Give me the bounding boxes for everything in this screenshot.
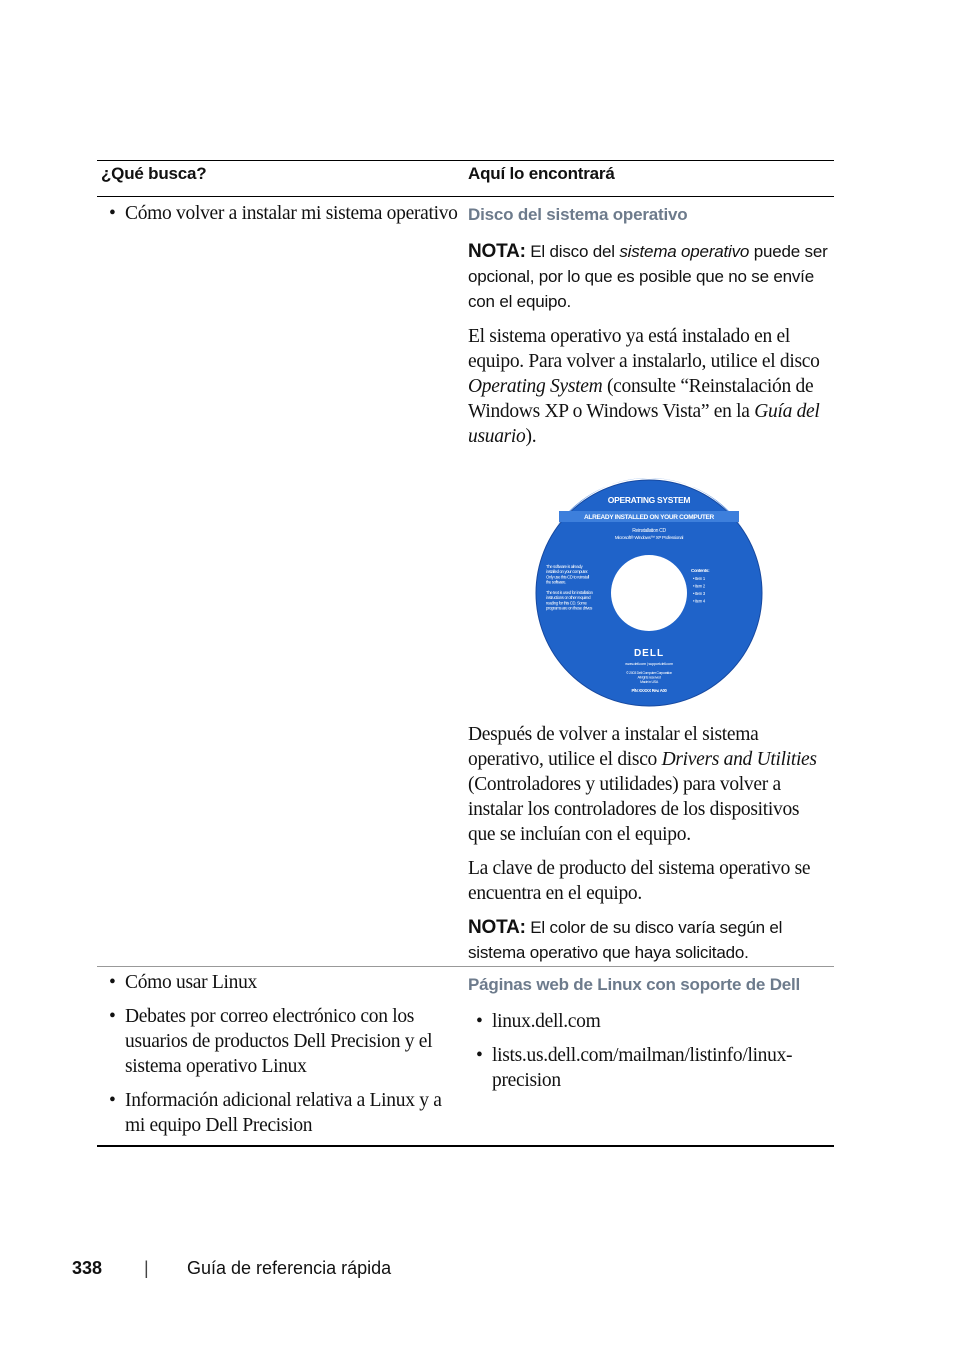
cd-subtitle: ALREADY INSTALLED ON YOUR COMPUTER <box>584 514 714 521</box>
cd-fine-print-line-2: Made in USA <box>640 680 658 684</box>
cd-left-text-line-1: installed on your computer. <box>546 569 588 575</box>
row1-right-cell <box>468 202 830 975</box>
cd-contents-title: Contents: <box>691 568 710 573</box>
cd-left-text-line-5: The text is used for installation <box>546 590 593 595</box>
row1-left-cell <box>101 201 461 235</box>
cd-left-text-line-2: Only use this CD to reinstall <box>546 574 589 580</box>
cd-fine-print-line-1: All rights reserved <box>637 675 661 680</box>
cd-fine-print-line-0: © 2003 Dell Computer Corporation <box>626 671 672 675</box>
cd-left-text-line-8: programs are on these drives <box>546 605 593 611</box>
row-separator-rule <box>97 966 834 967</box>
para-reinstall-drivers: Después de volver a instalar el sistema operativo, utilice el disco Drivers and Utilities (Controladores y utilidades) para volver a instalar los controladores de los dispositivos que se incluían con el equipo. <box>468 724 817 845</box>
cd-title: OPERATING SYSTEM <box>607 495 691 505</box>
table-top-rule <box>97 160 834 161</box>
list-item: • Debates por correo electrónico con los usuarios de productos Dell Precision y el sistema operativo Linux <box>109 1006 433 1077</box>
cd-contents-item-line-0: • Item 1 <box>693 576 705 581</box>
para-os-installed: El sistema operativo ya está instalado en el equipo. Para volver a instalarlo, utilice el disco Operating System (consulte “Reinstalación de Windows XP o Windows Vista” en la Guía del usuario). <box>468 326 820 447</box>
table-bottom-rule <box>97 1145 834 1147</box>
footer-title: Guía de referencia rápida <box>187 1258 392 1278</box>
note-disc-color: NOTA: El color de su disco varía según el sistema operativo que haya solicitado. <box>468 917 783 962</box>
note-os-disc-optional: NOTA: El disco del sistema operativo puede ser opcional, por lo que es posible que no se envíe con el equipo. <box>468 241 828 311</box>
page-number: 338 <box>72 1258 103 1278</box>
header-where-found: Aquí lo encontrará <box>468 164 615 183</box>
cd-left-text-line-7: reading for this CD. Some <box>546 600 587 606</box>
header-what-looking-for: ¿Qué busca? <box>101 164 207 183</box>
cd-left-text-line-6: instructions or other required <box>546 595 591 601</box>
list-item: • Cómo usar Linux <box>109 972 257 993</box>
cd-line2: Microsoft® Windows™ XP Professional <box>614 535 684 540</box>
row2-left-cell <box>101 970 461 1147</box>
cd-url: www.dell.com | support.dell.com <box>625 661 673 666</box>
list-item: • Información adicional relativa a Linux y a mi equipo Dell Precision <box>109 1090 442 1136</box>
cd-contents-item-line-1: • Item 2 <box>693 583 705 589</box>
cd-part-number: P/N XXXXX Rev. A00 <box>631 688 667 693</box>
cd-center-hole <box>611 555 687 631</box>
link-linux-mailing-list[interactable]: • lists.us.dell.com/mailman/listinfo/linux-precision <box>476 1045 793 1091</box>
para-product-key: La clave de producto del sistema operativo se encuentra en el equipo. <box>468 858 811 904</box>
cd-contents-item-line-2: • Item 3 <box>693 591 705 596</box>
cd-left-text-line-3: the software. <box>546 579 567 585</box>
dell-logo: DELL <box>633 648 665 659</box>
section-title-linux-web: Páginas web de Linux con soporte de Dell <box>468 975 801 994</box>
operating-system-cd-image <box>534 478 764 708</box>
cd-contents-item-line-3: • Item 4 <box>693 598 705 604</box>
list-item: • Cómo volver a instalar mi sistema operativo <box>109 203 458 224</box>
section-title-os-disc: Disco del sistema operativo <box>468 205 688 224</box>
header-rule <box>97 196 834 197</box>
link-linux-dell[interactable]: • linux.dell.com <box>476 1011 601 1032</box>
row2-right-cell <box>468 972 830 1102</box>
cd-left-text-line-0: The software is already <box>546 564 583 569</box>
footer-separator: | <box>144 1258 149 1278</box>
cd-line1: Reinstallation CD <box>632 528 666 534</box>
